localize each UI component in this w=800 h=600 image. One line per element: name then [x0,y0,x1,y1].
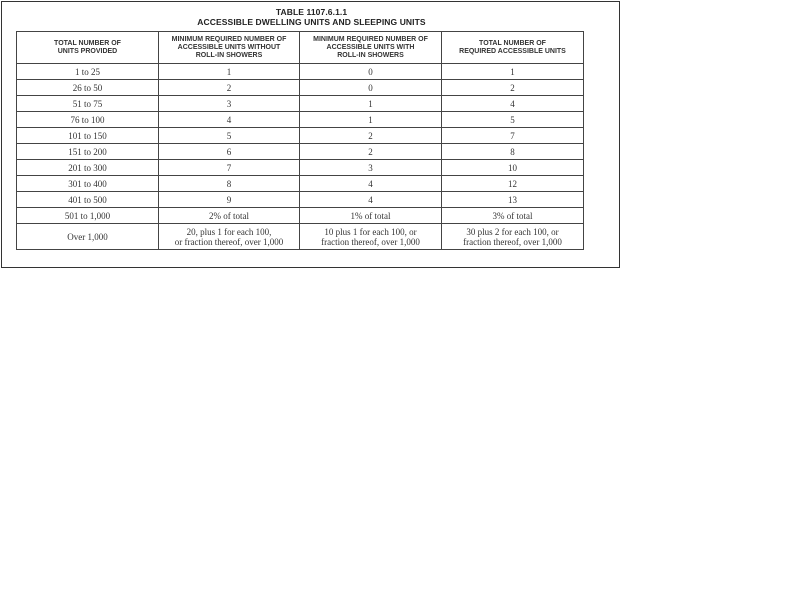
cell-units-provided: 301 to 400 [17,176,159,192]
cell-with-roll-in: 10 plus 1 for each 100, or fraction thereof, over 1,000 [300,224,442,250]
cell-total-required: 12 [442,176,584,192]
cell-without-roll-in: 5 [159,128,300,144]
cell-units-provided: 101 to 150 [17,128,159,144]
cell-total-required: 10 [442,160,584,176]
header-with-roll-in-showers: MINIMUM REQUIRED NUMBER OF ACCESSIBLE UNITS WITH ROLL-IN SHOWERS [300,32,442,64]
cell-total-required: 8 [442,144,584,160]
cell-without-roll-in: 6 [159,144,300,160]
cell-total-required: 1 [442,64,584,80]
cell-without-roll-in: 9 [159,192,300,208]
table-caption: ACCESSIBLE DWELLING UNITS AND SLEEPING UNITS [197,17,426,27]
table-row [17,192,584,208]
cell-without-roll-in: 3 [159,96,300,112]
cell-without-roll-in: 20, plus 1 for each 100, or fraction thereof, over 1,000 [159,224,300,250]
table-title [2,7,621,27]
cell-total-required: 3% of total [442,208,584,224]
cell-with-roll-in: 2 [300,128,442,144]
cell-without-roll-in: 7 [159,160,300,176]
cell-without-roll-in: 2% of total [159,208,300,224]
cell-total-required: 30 plus 2 for each 100, or fraction thereof, over 1,000 [442,224,584,250]
cell-with-roll-in: 1% of total [300,208,442,224]
cell-total-required: 13 [442,192,584,208]
cell-without-roll-in: 4 [159,112,300,128]
table-row [17,176,584,192]
table-row [17,144,584,160]
cell-total-required: 5 [442,112,584,128]
cell-units-provided: 151 to 200 [17,144,159,160]
table-row [17,224,584,250]
cell-units-provided: 51 to 75 [17,96,159,112]
cell-with-roll-in: 2 [300,144,442,160]
table-header-row [17,32,584,64]
table-row [17,160,584,176]
table-frame [1,1,620,268]
accessible-units-table [16,31,584,250]
table-row [17,80,584,96]
cell-units-provided: 76 to 100 [17,112,159,128]
table-row [17,64,584,80]
cell-with-roll-in: 4 [300,192,442,208]
cell-without-roll-in: 1 [159,64,300,80]
header-without-roll-in-showers: MINIMUM REQUIRED NUMBER OF ACCESSIBLE UNITS WITHOUT ROLL-IN SHOWERS [159,32,300,64]
header-total-units-provided: TOTAL NUMBER OF UNITS PROVIDED [17,32,159,64]
cell-total-required: 4 [442,96,584,112]
cell-units-provided: 501 to 1,000 [17,208,159,224]
cell-with-roll-in: 1 [300,96,442,112]
cell-with-roll-in: 3 [300,160,442,176]
cell-without-roll-in: 8 [159,176,300,192]
table-row [17,208,584,224]
header-total-required-accessible: TOTAL NUMBER OF REQUIRED ACCESSIBLE UNITS [442,32,584,64]
table-number: TABLE 1107.6.1.1 [275,7,348,17]
cell-total-required: 7 [442,128,584,144]
cell-total-required: 2 [442,80,584,96]
table-row [17,112,584,128]
cell-units-provided: 26 to 50 [17,80,159,96]
cell-units-provided: 1 to 25 [17,64,159,80]
cell-with-roll-in: 0 [300,64,442,80]
cell-with-roll-in: 4 [300,176,442,192]
cell-with-roll-in: 1 [300,112,442,128]
cell-units-provided: Over 1,000 [17,224,159,250]
cell-with-roll-in: 0 [300,80,442,96]
table-row [17,128,584,144]
table-row [17,96,584,112]
cell-units-provided: 401 to 500 [17,192,159,208]
cell-units-provided: 201 to 300 [17,160,159,176]
cell-without-roll-in: 2 [159,80,300,96]
